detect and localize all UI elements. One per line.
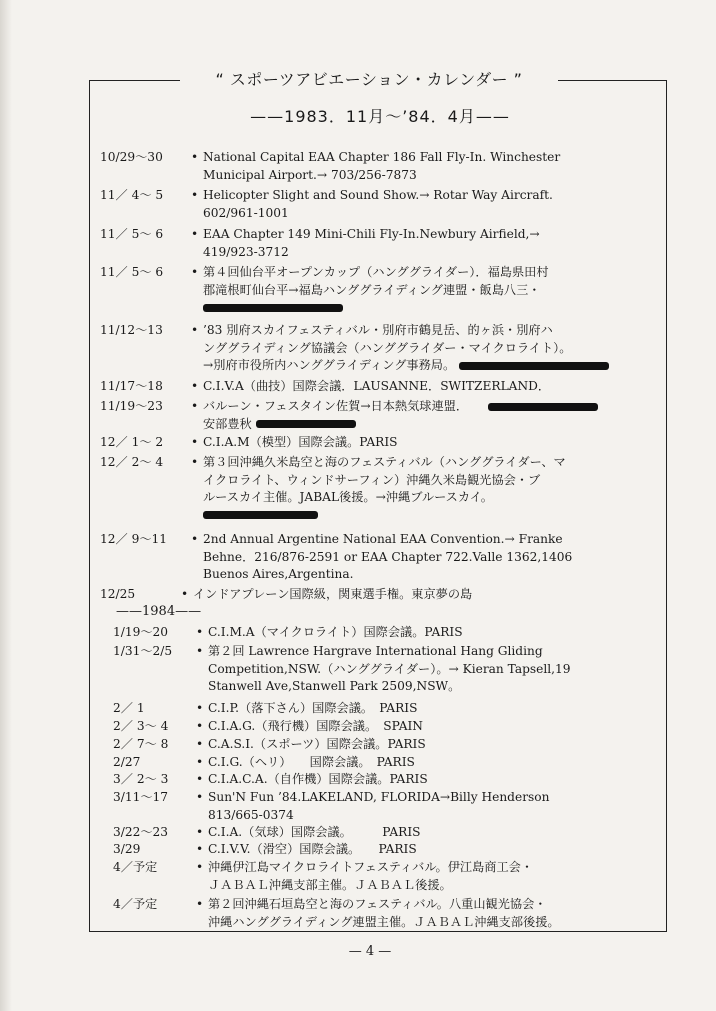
entry-line: 2nd Annual Argentine National EAA Convention.→ Franke — [203, 532, 563, 546]
entry-line: 419/923-3712 — [203, 244, 289, 259]
entry-body: • EAA Chapter 149 Mini-Chili Fly-In.Newbury Airfield,→ 419/923-3712 — [191, 227, 540, 259]
entry-line: 安部豊秋 — [203, 416, 252, 431]
entry-line: C.I.A.（気球）国際会議。 PARIS — [208, 825, 421, 839]
entry-line: National Capital EAA Chapter 186 Fall Fly-In. Winchester — [203, 150, 561, 164]
entry-date: 11/19～23 — [100, 399, 163, 413]
entry-line: 第３回沖縄久米島空と海のフェスティバル（ハンググライダー、マ — [203, 455, 566, 469]
entry-body: • C.I.V.A（曲技）国際会議．LAUSANNE．SWITZERLAND． — [191, 379, 551, 393]
entry-date: 11／ 5～ 6 — [100, 227, 164, 241]
entry-line: 第２回 Lawrence Hargrave International Hang Gliding — [208, 644, 543, 658]
entry-line: 沖縄伊江島マイクロライトフェスティバル。伊江島商工会・ — [208, 860, 534, 874]
entry-line: C.I.A.G.（飛行機）国際会議。 SPAIN — [208, 719, 423, 733]
entry-body: • C.I.V.V.（滑空）国際会議。 PARIS — [196, 842, 417, 856]
entry-line: バルーン・フェスタイン佐賀→日本熱気球連盟． — [203, 399, 469, 413]
entry-date: 12／ 1～ 2 — [100, 435, 164, 449]
entry-date: 4／予定 — [113, 897, 158, 911]
entry-date: 11/12～13 — [100, 323, 163, 337]
entry-line: C.I.P.（落下さん）国際会議。 PARIS — [208, 701, 418, 715]
entry-line: C.I.M.A（マイクロライト）国際会議。PARIS — [208, 625, 463, 639]
entry-line: Buenos Aires,Argentina. — [203, 567, 354, 581]
entry-line: Stanwell Ave,Stanwell Park 2509,NSW。 — [208, 679, 461, 693]
entry-line: 第４回仙台平オープンカップ（ハンググライダー）．福島県田村 — [203, 265, 549, 279]
redaction-mark — [488, 403, 598, 411]
entry-line: ＪＡＢＡＬ沖縄支部主催。ＪＡＢＡＬ後援。 — [208, 877, 452, 892]
entry-line: ルースカイ主催。JABAL後援。→沖縄ブルースカイ。 — [203, 490, 493, 504]
entry-body: • C.I.A.（気球）国際会議。 PARIS — [196, 825, 421, 839]
year-divider: ——1984—— — [116, 604, 202, 619]
date-range-subtitle: ——1983．11月～’84．4月—— — [250, 107, 510, 126]
entry-line: EAA Chapter 149 Mini-Chili Fly-In.Newbury Airfield,→ — [203, 227, 540, 241]
entry-date: 12／ 9～11 — [100, 532, 168, 546]
entry-body: • C.I.G.（ヘリ） 国際会議。 PARIS — [196, 755, 415, 769]
entry-date: 3/29 — [113, 842, 141, 856]
entry-body: • C.I.P.（落下さん）国際会議。 PARIS — [196, 701, 418, 715]
entry-body: • 第４回仙台平オープンカップ（ハンググライダー）．福島県田村 郡滝根町仙台平→福島ハンググライディング連盟・飯島八三・ — [191, 264, 661, 317]
entry-line: ’83 別府スカイフェスティバル・別府市鶴見岳、的ヶ浜・別府ハ — [203, 323, 553, 337]
entry-date: 12/25 — [100, 587, 136, 601]
redaction-mark — [203, 304, 343, 312]
entry-body: • 第３回沖縄久米島空と海のフェスティバル（ハンググライダー、マ イクロライト、ウィンドサーフィン）沖縄久米島観光協会・ブ ルースカイ主催。JABAL後援。→沖縄ブルースカイ。 — [191, 454, 661, 524]
entry-line: イクロライト、ウィンドサーフィン）沖縄久米島観光協会・ブ — [203, 472, 541, 487]
entry-body: • Helicopter Slight and Sound Show.→ Rotar Way Aircraft. 602/961-1001 — [191, 188, 553, 220]
page-number: — 4 — — [348, 944, 392, 959]
entry-date: 2／ 7～ 8 — [113, 737, 169, 751]
entry-body: • 2nd Annual Argentine National EAA Convention.→ Franke Behne．216/876-2591 or EAA Chapter 722.Valle 1362,1406 Buenos Aires,Argentina. — [191, 532, 573, 581]
entry-date: 3/11～17 — [113, 790, 169, 804]
entry-line: 602/961-1001 — [203, 205, 289, 220]
entry-line: ンググライディング協議会（ハンググライダー・マイクロライト）。 — [203, 340, 572, 355]
page-binding-shadow — [0, 0, 12, 1011]
entry-body: • 沖縄伊江島マイクロライトフェスティバル。伊江島商工会・ ＪＡＢＡＬ沖縄支部主催。ＪＡＢＡＬ後援。 — [196, 860, 534, 892]
entry-line: Municipal Airport.→ 703/256-7873 — [203, 167, 417, 182]
entry-line: 第２回沖縄石垣島空と海のフェスティバル。八重山観光協会・ — [208, 897, 547, 911]
entry-line: C.I.G.（ヘリ） 国際会議。 PARIS — [208, 755, 415, 769]
entry-body: • C.I.A.C.A.（自作機）国際会議。PARIS — [196, 772, 428, 786]
redaction-mark — [459, 362, 609, 370]
entry-line: 郡滝根町仙台平→福島ハンググライディング連盟・飯島八三・ — [203, 282, 541, 297]
entry-date: 1/19～20 — [113, 625, 169, 639]
entry-date: 1/31～2/5 — [113, 644, 173, 658]
entry-date: 2/27 — [113, 755, 141, 769]
entry-body: • National Capital EAA Chapter 186 Fall Fly-In. Winchester Municipal Airport.→ 703/256-7873 — [191, 150, 561, 182]
entry-date: 11／ 5～ 6 — [100, 265, 164, 279]
entry-date: 12／ 2～ 4 — [100, 455, 164, 469]
entry-body: • C.A.S.I.（スポーツ）国際会議。PARIS — [196, 737, 426, 751]
entry-body: • 第２回沖縄石垣島空と海のフェスティバル。八重山観光協会・ 沖縄ハンググライディング連盟主催。ＪＡＢＡＬ沖縄支部後援。 — [196, 897, 560, 929]
entry-line: →別府市役所内ハンググライディング事務局。 — [203, 358, 456, 372]
entry-line: Competition,NSW.（ハンググライダー）。→ Kieran Tapsell,19 — [208, 661, 571, 676]
entry-date: 3/22～23 — [113, 825, 169, 839]
entry-date: 2／ 1 — [113, 701, 145, 715]
entry-line: Sun'N Fun ’84.LAKELAND, FLORIDA→Billy Henderson — [208, 790, 550, 804]
entry-line: C.I.V.V.（滑空）国際会議。 PARIS — [208, 842, 417, 856]
entry-date: 2／ 3～ 4 — [113, 719, 169, 733]
redaction-mark — [203, 511, 318, 519]
entry-line: C.I.A.M（模型）国際会議。PARIS — [203, 435, 398, 449]
entry-body: • 第２回 Lawrence Hargrave International Hang Gliding Competition,NSW.（ハンググライダー）。→ Kieran Tapsell,19 Stanwell Ave,Stanwell Park 2509,NSW。 — [196, 644, 571, 693]
entry-body: • C.I.A.M（模型）国際会議。PARIS — [191, 435, 398, 449]
entry-body: • C.I.M.A（マイクロライト）国際会議。PARIS — [196, 625, 463, 639]
entry-date: 4／予定 — [113, 860, 158, 874]
entry-date: 10/29～30 — [100, 150, 163, 164]
entry-body: • ’83 別府スカイフェスティバル・別府市鶴見岳、的ヶ浜・別府ハ ンググライディング協議会（ハンググライダー・マイクロライト）。 →別府市役所内ハンググライディング事務局。 — [191, 322, 661, 375]
entry-date: 3／ 2～ 3 — [113, 772, 169, 786]
entry-line: 沖縄ハンググライディング連盟主催。ＪＡＢＡＬ沖縄支部後援。 — [208, 914, 560, 929]
entry-line: C.I.A.C.A.（自作機）国際会議。PARIS — [208, 772, 428, 786]
page-title: “ スポーツアビエーション・カレンダー ” — [180, 67, 558, 90]
redaction-mark — [256, 420, 356, 428]
entry-body: • インドアプレーン国際級，関東選手権。東京夢の島 — [181, 587, 473, 601]
entry-line: インドアプレーン国際級，関東選手権。東京夢の島 — [193, 587, 473, 601]
entry-body: • Sun'N Fun ’84.LAKELAND, FLORIDA→Billy Henderson 813/665-0374 — [196, 790, 550, 822]
entry-line: Behne．216/876-2591 or EAA Chapter 722.Valle 1362,1406 — [203, 549, 573, 564]
entry-date: 11／ 4～ 5 — [100, 188, 164, 202]
entry-body: • バルーン・フェスタイン佐賀→日本熱気球連盟． 安部豊秋 — [191, 398, 661, 433]
entry-line: 813/665-0374 — [208, 807, 294, 822]
entry-line: Helicopter Slight and Sound Show.→ Rotar Way Aircraft. — [203, 188, 553, 202]
entry-body: • C.I.A.G.（飛行機）国際会議。 SPAIN — [196, 719, 423, 733]
entry-line: C.A.S.I.（スポーツ）国際会議。PARIS — [208, 737, 426, 751]
entry-line: C.I.V.A（曲技）国際会議．LAUSANNE．SWITZERLAND． — [203, 379, 551, 393]
entry-date: 11/17～18 — [100, 379, 163, 393]
